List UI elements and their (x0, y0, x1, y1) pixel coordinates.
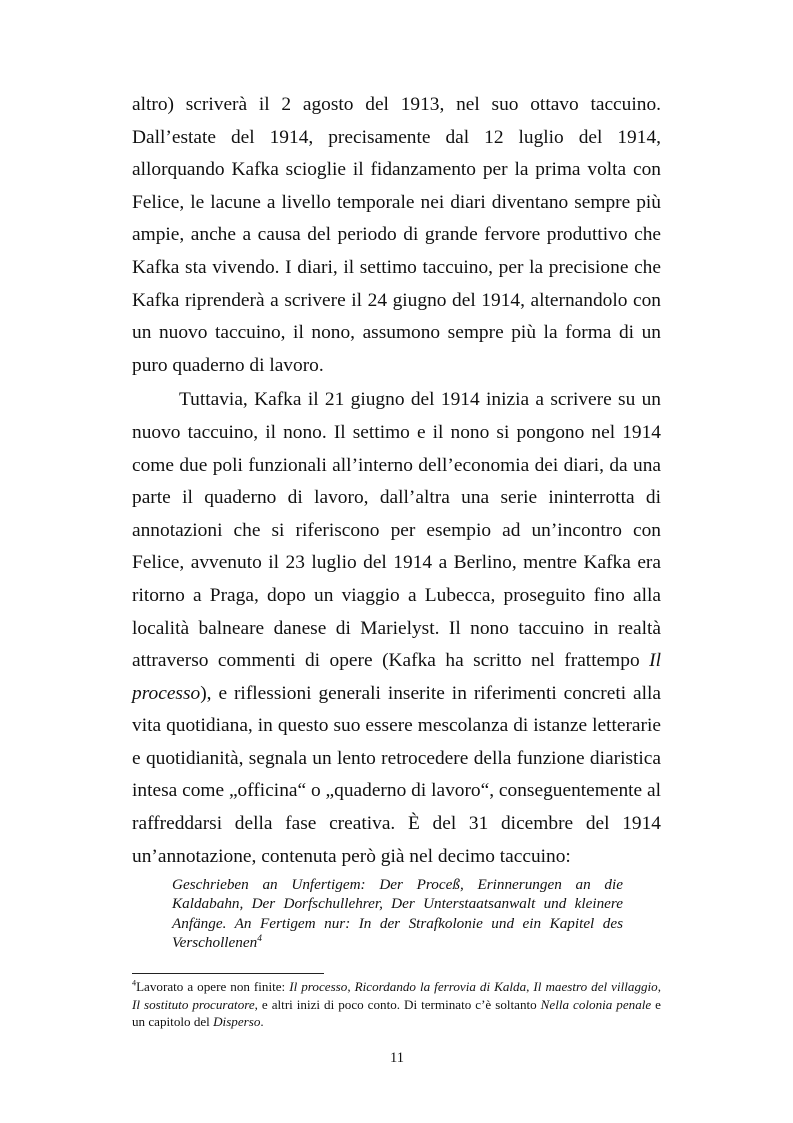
footnote-title-3: Il maestro del villaggio (533, 979, 658, 994)
footnote-separator (132, 973, 324, 974)
footnote-reference[interactable]: 4 (257, 934, 262, 945)
body-text (132, 89, 661, 873)
quote-text: Geschrieben an Unfertigem: Der Proceß, Erinnerungen an die Kaldabahn, Der Dorfschullehrer, Der Unterstaatsanwalt und kleinere Anfänge. An Fertigem nur: In der Strafkolonie und ein Kapitel des Verschollenen (172, 876, 623, 952)
paragraph-2 (132, 384, 661, 873)
footnote-sep-3: , (657, 979, 662, 994)
footnote-sep-1: , (347, 979, 355, 994)
work-title: Il processo (132, 650, 661, 704)
footnote-title-1: Il processo (289, 979, 348, 994)
footnote-title-2: Ricordando la ferrovia di Kalda (354, 979, 527, 994)
footnote-end: . (260, 1014, 264, 1029)
footnote (132, 978, 661, 1031)
page-number: 11 (390, 1050, 404, 1066)
paragraph-2-text-b: ), e riflessioni generali inserite in riferimenti concreti alla vita quotidiana, in questo suo essere mescolanza di istanze letterarie e quotidianità, segnala un lento retrocedere della funzione diaristica intesa come „officina“ o „quaderno di lavoro“, conseguentemente al raffreddarsi della fase creativa. È del 31 dicembre del 1914 un’annotazione, contenuta però già nel decimo taccuino: (132, 682, 661, 867)
paragraph-2-text-a: Tuttavia, Kafka il 21 giugno del 1914 inizia a scrivere su un nuovo taccuino, il nono. Il settimo e il nono si pongono nel 1914 come due poli funzionali all’interno dell’economia dei diari, da una parte il quaderno di lavoro, dall’altra una serie ininterrotta di annotazioni che si riferiscono per esempio ad un’incontro con Felice, avvenuto il 23 luglio del 1914 a Berlino, mentre Kafka era ritorno a Praga, dopo un viaggio a Lubecca, proseguito fino alla località balneare danese di Marielyst. Il nono taccuino in realtà attraverso commenti di opere (Kafka ha scritto nel frattempo (132, 389, 661, 672)
footnote-lead: Lavorato a opere non finite: (136, 979, 290, 994)
footnote-title-4: Il sostituto procuratore (132, 996, 255, 1012)
footnote-sep-2: , (526, 979, 534, 994)
footnote-number: 4 (132, 978, 137, 988)
block-quote (172, 875, 623, 953)
footnote-title-6: Disperso (213, 1014, 261, 1029)
footnote-title-5: Nella colonia penale (540, 996, 652, 1012)
footnote-mid: , e altri inizi di poco conto. Di terminato c’è soltanto (254, 996, 541, 1012)
paragraph-1: altro) scriverà il 2 agosto del 1913, nel suo ottavo taccuino. Dall’estate del 1914, precisamente dal 12 luglio del 1914, allorquando Kafka scioglie il fidanzamento per la prima volta con Felice, le lacune a livello temporale nei diari diventano sempre più ampie, anche a causa del periodo di grande fervore produttivo che Kafka sta vivendo. I diari, il settimo taccuino, per la precisione che Kafka riprenderà a scrivere il 24 giugno del 1914, alternandolo con un nuovo taccuino, il nono, assumono sempre più la forma di un puro quaderno di lavoro. (132, 94, 661, 376)
footnote-between: e un capitolo del (132, 996, 661, 1029)
